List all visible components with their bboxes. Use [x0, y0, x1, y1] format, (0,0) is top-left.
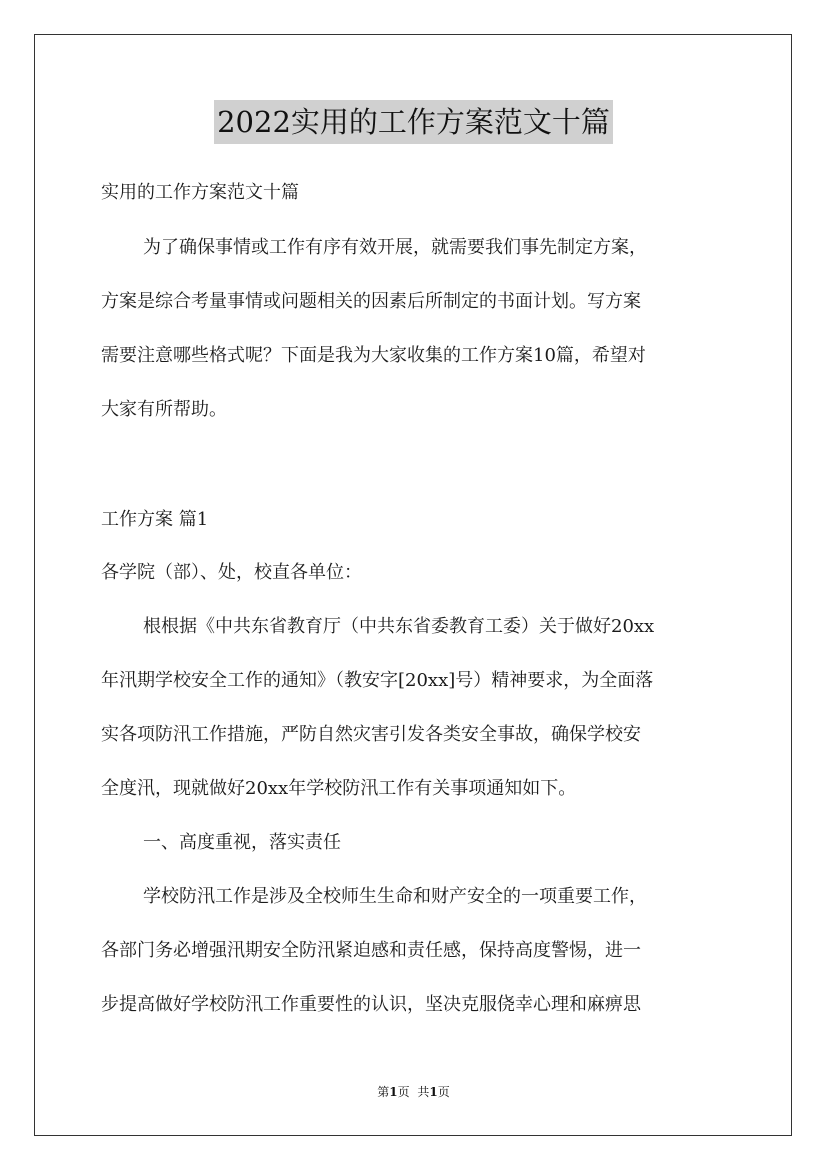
paragraph-line: 年汛期学校安全工作的通知》（教安字[20xx]号）精神要求，为全面落: [101, 670, 654, 691]
document-title: 2022实用的工作方案范文十篇: [214, 100, 613, 144]
paragraph-line: 步提高做好学校防汛工作重要性的认识，坚决克服侥幸心理和麻痹思: [101, 994, 641, 1015]
total-prefix: 共: [417, 1085, 430, 1099]
paragraph-line: 学校防汛工作是涉及全校师生生命和财产安全的一项重要工作，: [143, 886, 647, 907]
paragraph-line: 为了确保事情或工作有序有效开展，就需要我们事先制定方案，: [143, 237, 647, 258]
page-number: 1: [389, 1085, 398, 1099]
subsection-heading: 一、高度重视，落实责任: [143, 832, 341, 853]
paragraph-line: 方案是综合考量事情或问题相关的因素后所制定的书面计划。写方案: [101, 291, 641, 312]
paragraph-line: 需要注意哪些格式呢？下面是我为大家收集的工作方案10篇，希望对: [101, 345, 646, 366]
section-heading: 工作方案 篇1: [101, 509, 209, 530]
subtitle-line: 实用的工作方案范文十篇: [101, 182, 299, 203]
page-footer: [0, 1084, 827, 1100]
paragraph-line: 大家有所帮助。: [101, 399, 227, 420]
paragraph-line: 全度汛，现就做好20xx年学校防汛工作有关事项通知如下。: [101, 778, 577, 799]
addressee-line: 各学院（部）、处，校直各单位：: [101, 562, 362, 583]
page-suffix: 页: [397, 1085, 410, 1099]
page-prefix: 第: [377, 1085, 390, 1099]
paragraph-line: 根根据《中共东省教育厅（中共东省委教育工委）关于做好20xx: [143, 616, 655, 637]
paragraph-line: 实各项防汛工作措施，严防自然灾害引发各类安全事故，确保学校安: [101, 724, 641, 745]
paragraph-line: 各部门务必增强汛期安全防汛紧迫感和责任感，保持高度警惕，进一: [101, 940, 641, 961]
title-container: [0, 100, 827, 144]
total-pages: 1: [429, 1085, 438, 1099]
total-suffix: 页: [437, 1085, 450, 1099]
